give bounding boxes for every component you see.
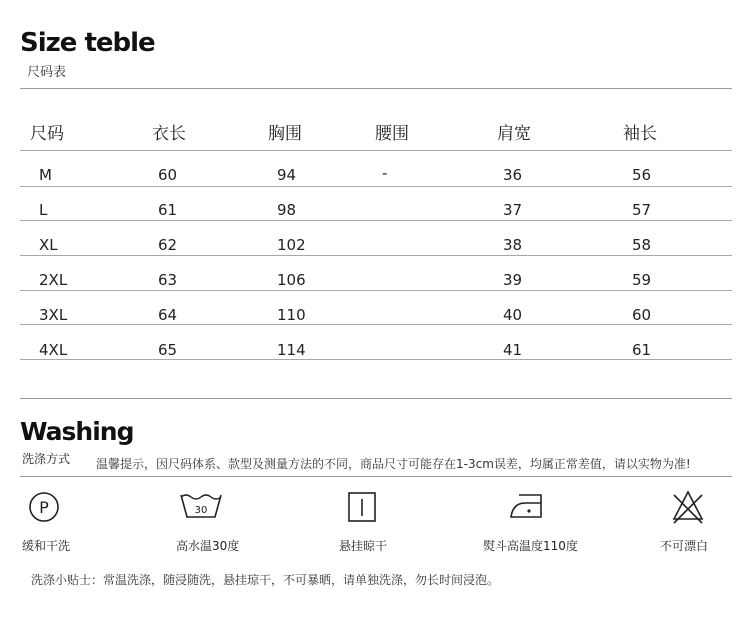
cell-chest: 106	[277, 271, 306, 289]
divider	[20, 398, 732, 399]
divider	[20, 476, 732, 477]
cell-chest: 94	[277, 166, 297, 184]
icon-label: 缓和干洗	[22, 539, 71, 553]
cell-length: 60	[158, 166, 178, 184]
svg-text:P: P	[39, 498, 49, 517]
row-divider	[20, 150, 732, 151]
cell-shoulder: 39	[503, 271, 523, 289]
column-header-chest: 胸围	[268, 124, 302, 144]
cell-chest: 110	[277, 306, 306, 324]
washing-tips: 洗涤小贴士：常温洗涤，随浸随洗，悬挂琼干，不可暴晒，请单独洗涤，勿长时间浸泡。	[31, 573, 500, 587]
cell-sleeve: 56	[632, 166, 652, 184]
cell-chest: 98	[277, 201, 297, 219]
hang-dry-icon	[340, 487, 388, 527]
cell-shoulder: 41	[503, 341, 523, 359]
column-header-sleeve: 袖长	[623, 124, 657, 144]
cell-length: 65	[158, 341, 178, 359]
cell-length: 63	[158, 271, 178, 289]
cell-chest: 102	[277, 236, 306, 254]
cell-size: 4XL	[39, 341, 68, 359]
cell-shoulder: 38	[503, 236, 523, 254]
icon-label: 高水温30度	[176, 539, 240, 553]
wash-temperature-mark: 30	[194, 505, 208, 516]
row-divider	[20, 324, 732, 325]
cell-size: 3XL	[39, 306, 68, 324]
cell-size: 2XL	[39, 271, 68, 289]
dry-clean-p-icon	[22, 487, 70, 527]
size-disclaimer: 温馨提示，因尺码体系、款型及测量方法的不同，商品尺寸可能存在1-3cm误差，均属正常差值，请以实物为准!	[96, 457, 691, 471]
column-header-shoulder: 肩宽	[497, 124, 531, 144]
cell-sleeve: 58	[632, 236, 652, 254]
row-divider	[20, 220, 732, 221]
divider	[20, 88, 732, 89]
cell-length: 62	[158, 236, 178, 254]
row-divider	[20, 255, 732, 256]
page-subtitle: 尺码表	[27, 65, 67, 80]
cell-sleeve: 60	[632, 306, 652, 324]
cell-shoulder: 36	[503, 166, 523, 184]
row-divider	[20, 290, 732, 291]
cell-size: XL	[39, 236, 58, 254]
cell-sleeve: 59	[632, 271, 652, 289]
cell-length: 61	[158, 201, 178, 219]
cell-sleeve: 61	[632, 341, 652, 359]
row-divider	[20, 359, 732, 360]
no-bleach-icon	[668, 487, 716, 527]
column-header-size: 尺码	[30, 124, 64, 144]
iron-icon	[505, 487, 553, 527]
cell-size: L	[39, 201, 48, 219]
cell-waist: -	[382, 164, 388, 182]
icon-label: 熨斗高温度110度	[483, 539, 578, 553]
icon-label: 悬挂晾干	[339, 539, 388, 553]
cell-chest: 114	[277, 341, 306, 359]
cell-size: M	[39, 166, 52, 184]
cell-sleeve: 57	[632, 201, 652, 219]
column-header-length: 衣长	[152, 124, 186, 144]
cell-shoulder: 40	[503, 306, 523, 324]
washing-subtitle: 洗涤方式	[22, 452, 71, 466]
icon-label: 不可漂白	[660, 539, 709, 553]
column-header-waist: 腰围	[375, 124, 409, 144]
cell-shoulder: 37	[503, 201, 523, 219]
wash-30-icon	[177, 487, 225, 527]
washing-title: Washing	[20, 417, 134, 446]
row-divider	[20, 186, 732, 187]
page-title: Size teble	[20, 28, 155, 58]
cell-length: 64	[158, 306, 178, 324]
